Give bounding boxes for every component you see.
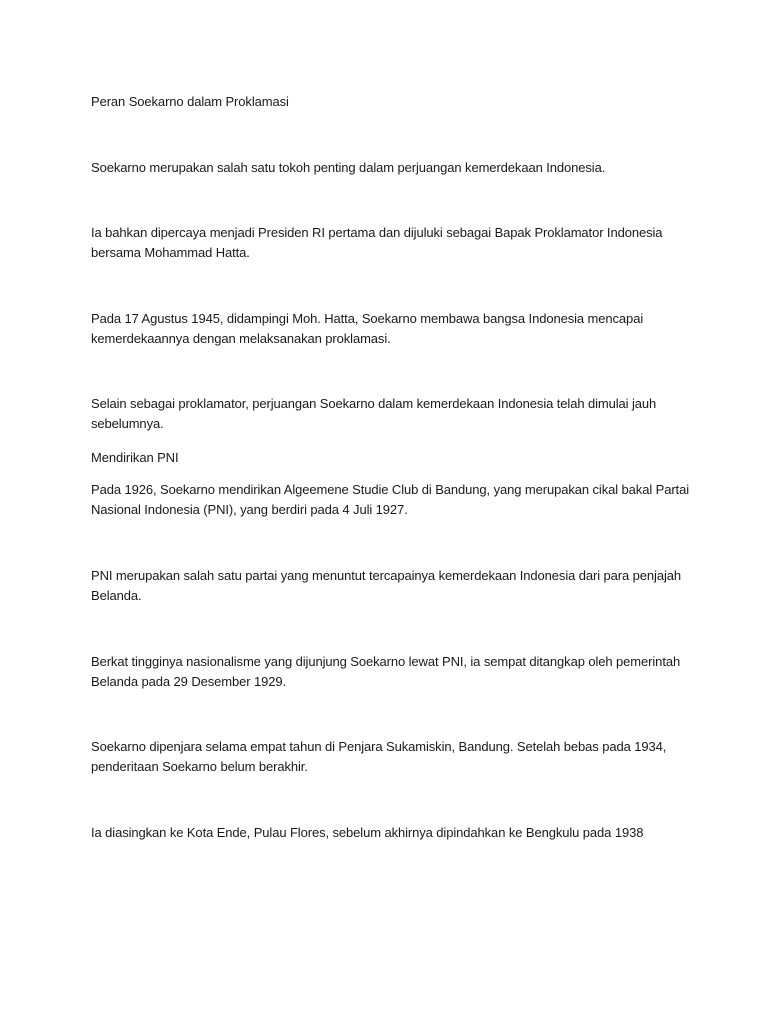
- paragraph-5: Pada 1926, Soekarno mendirikan Algeemene Studie Club di Bandung, yang merupakan cikal bakal Partai Nasional Indonesia (PNI), yang berdiri pada 4 Juli 1927.: [91, 482, 689, 517]
- paragraph-9: Ia diasingkan ke Kota Ende, Pulau Flores, sebelum akhirnya dipindahkan ke Bengkulu pada 1938: [91, 825, 644, 840]
- paragraph-1: Soekarno merupakan salah satu tokoh penting dalam perjuangan kemerdekaan Indonesia.: [91, 160, 606, 175]
- document-title: Peran Soekarno dalam Proklamasi: [91, 94, 289, 109]
- paragraph-3: Pada 17 Agustus 1945, didampingi Moh. Hatta, Soekarno membawa bangsa Indonesia mencapai kemerdekaannya dengan melaksanakan proklamasi.: [91, 311, 644, 346]
- paragraph-2: Ia bahkan dipercaya menjadi Presiden RI pertama dan dijuluki sebagai Bapak Proklamator Indonesia bersama Mohammad Hatta.: [91, 225, 663, 260]
- paragraph-7: Berkat tingginya nasionalisme yang dijunjung Soekarno lewat PNI, ia sempat ditangkap oleh pemerintah Belanda pada 29 Desember 1929.: [91, 654, 681, 689]
- paragraph-8: Soekarno dipenjara selama empat tahun di Penjara Sukamiskin, Bandung. Setelah bebas pada 1934, penderitaan Soekarno belum berakhir.: [91, 739, 667, 774]
- section-heading-pni: Mendirikan PNI: [91, 450, 179, 465]
- paragraph-4: Selain sebagai proklamator, perjuangan Soekarno dalam kemerdekaan Indonesia telah dimulai jauh sebelumnya.: [91, 396, 657, 431]
- paragraph-6: PNI merupakan salah satu partai yang menuntut tercapainya kemerdekaan Indonesia dari para penjajah Belanda.: [91, 568, 682, 603]
